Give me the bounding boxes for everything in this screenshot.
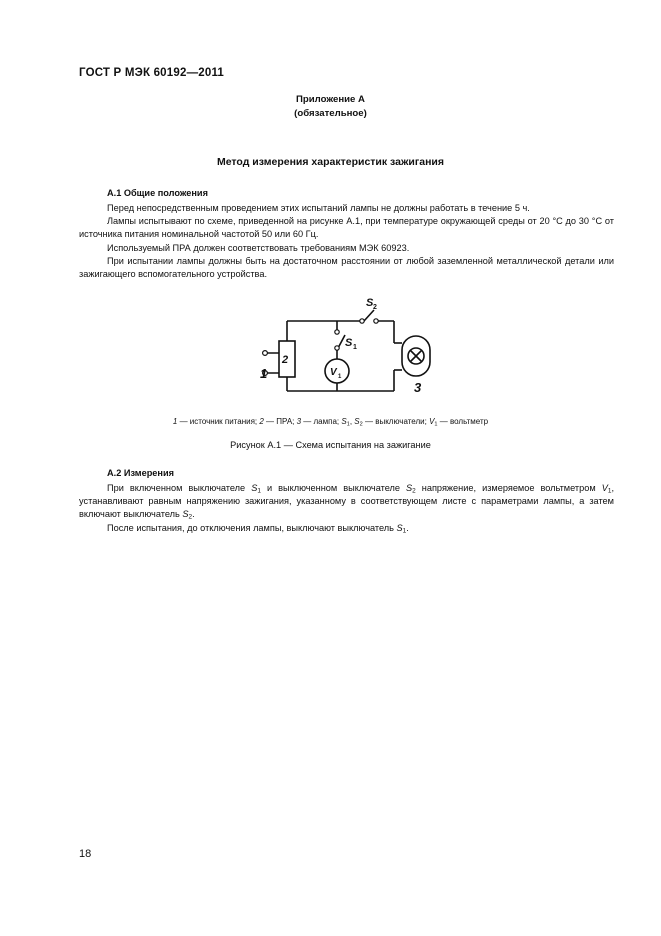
- page-title: Метод измерения характеристик зажигания: [216, 156, 445, 168]
- paragraph: После испытания, до отключения лампы, выключают выключатель $S_1$.: [107, 522, 409, 535]
- paragraph: Используемый ПРА должен соответствовать требованиям МЭК 60923.: [107, 242, 410, 253]
- paragraph: Перед непосредственным проведением этих испытаний лампы не должны работать в течение 5 ч.: [107, 203, 530, 213]
- paragraph: При испытании лампы должны быть на достаточном расстоянии от любой заземленной металлической детали или зажигающего вспомогательного устройства.: [79, 255, 614, 280]
- switch2-sub: 2: [373, 304, 377, 311]
- appendix-label: Приложение А: [296, 94, 365, 105]
- paragraph: Лампы испытывают по схеме, приведенной на рисунке А.1, при температуре окружающей среды от 20 °С до 30 °С от источника питания номинальной частотой 50 или 60 Гц.: [79, 216, 614, 240]
- voltmeter-sub: 1: [338, 374, 342, 380]
- voltmeter-circle: [325, 359, 349, 383]
- switch1-sub: 1: [353, 344, 357, 351]
- standard-header: ГОСТ Р МЭК 60192—2011: [79, 67, 225, 79]
- switch2-blade: [364, 310, 374, 321]
- terminal-dot: [263, 351, 268, 356]
- ballast-label: 2: [282, 354, 289, 366]
- switch1-contact: [335, 330, 339, 334]
- figure-legend: 1 — источник питания; 2 — ПРА; 3 — лампа; $S_1$, $S_2$ — выключатели; $V_1$ — вольтметр: [172, 417, 489, 428]
- page-number: 18: [79, 848, 92, 860]
- switch1-contact: [335, 346, 339, 350]
- switch2-contact: [374, 319, 378, 323]
- appendix-status: (обязательное): [294, 108, 367, 119]
- switch2-contact: [360, 319, 364, 323]
- switch2-label: S: [366, 297, 374, 309]
- section-a2-heading: А.2 Измерения: [107, 468, 174, 478]
- source-label: 1: [260, 366, 268, 381]
- paragraph: При включенном выключателе $S_1$ и выключенном выключателе $S_2$ напряжение, измеряемое вольтметром $V_1$, устанавливают равным напряжению зажигания, указанному в соответствующем листе с параметрами лампы, а затем включают выключатель $S_2$.: [79, 483, 614, 522]
- section-a2-body: [79, 482, 614, 535]
- section-a1-heading: А.1 Общие положения: [107, 188, 208, 198]
- figure-caption: Рисунок А.1 — Схема испытания на зажигание: [230, 440, 431, 450]
- lamp-label: 3: [414, 380, 422, 395]
- voltmeter-label: V: [330, 367, 337, 378]
- switch1-label: S: [345, 337, 353, 349]
